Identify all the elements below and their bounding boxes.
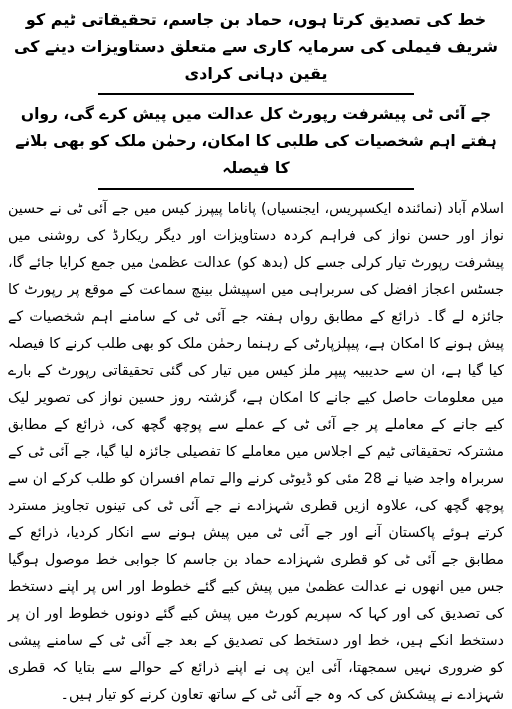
article-subheadline: جے آئی ٹی پیشرفت رپورٹ کل عدالت میں پیش کرے گی، رواں ہفتے اہم شخصیات کی طلبی کا امکان، رحمٰن ملک کو بھی بلانے کا فیصلہ — [15, 105, 497, 177]
article-body — [8, 196, 504, 709]
article-body-paragraph: اسلام آباد (نمائندہ ایکسپریس، ایجنسیاں) پاناما پیپرز کیس میں جے آئی ٹی نے حسین نواز اور حسن نواز کی فراہم کردہ دستاویزات اور دیگر ریکارڈ کی روشنی میں پیشرفت رپورٹ تیار کرلی جسے کل (بدھ کو) عدالت عظمیٰ میں جمع کرایا جائے گا، جسٹس اعجاز افضل کی سربراہی میں اسپیشل بینچ سماعت کے موقع پر رپورٹ کا جائزہ لے گا۔ ذرائع کے مطابق رواں ہفتہ جے آئی ٹی کے سامنے اہم شخصیات کے پیش ہونے کا امکان ہے، پیپلزپارٹی کے رہنما رحمٰن ملک کو بھی طلب کرنے کا فیصلہ کیا گیا ہے، ان سے حدیبیہ پیپر ملز کیس میں تیار کی گئی تحقیقاتی رپورٹ کے بارے میں معلومات حاصل کیے جانے کا امکان ہے، گزشتہ روز حسین نواز کی تصویر لیک کیے جانے کے معاملے پر جے آئی ٹی کے عملے سے پوچھ گچھ کی، ذرائع کے مطابق مشترکہ تحقیقاتی ٹیم کے اجلاس میں معاملے کا تفصیلی جائزہ لیا گیا، جے آئی ٹی کے سربراہ واجد ضیا نے 28 مئی کو ڈیوٹی کرنے والے تمام افسران کو طلب کرکے ان سے پوچھ گچھ کی، علاوہ ازیں قطری شہزادے نے جے آئی ٹی کی تینوں تجاویز مسترد کرتے ہوئے پاکستان آنے اور جے آئی ٹی میں پیش ہونے سے انکار کردیا، ذرائع کے مطابق جے آئی ٹی کو قطری شہزادے حماد بن جاسم کا جوابی خط موصول ہوگیا جس میں انھوں نے عدالت عظمیٰ میں پیش کیے گئے خطوط اور اس پر اپنے دستخط کی تصدیق کی اور کہا کہ سپریم کورٹ میں پیش کیے گئے دونوں خطوط اور ان پر دستخط انکے ہیں، خط اور دستخط کی تصدیق کے بعد جے آئی ٹی کے سامنے پیشی کو ضروری نہیں سمجھتا، آئی این پی نے اپنے ذرائع کے حوالے سے بتایا کہ قطری شہزادے نے پیشکش کی کہ وہ جے آئی ٹی کے ساتھ تعاون کرنے کو تیار ہیں۔ — [8, 201, 504, 703]
article-headline: خط کی تصدیق کرتا ہوں، حماد بن جاسم، تحقیقاتی ٹیم کو شریف فیملی کی سرمایہ کاری سے متعلق دستاویزات دینے کی یقین دہانی کرادی — [13, 10, 499, 83]
subheadline-divider — [98, 188, 414, 190]
headline-divider — [98, 93, 414, 95]
